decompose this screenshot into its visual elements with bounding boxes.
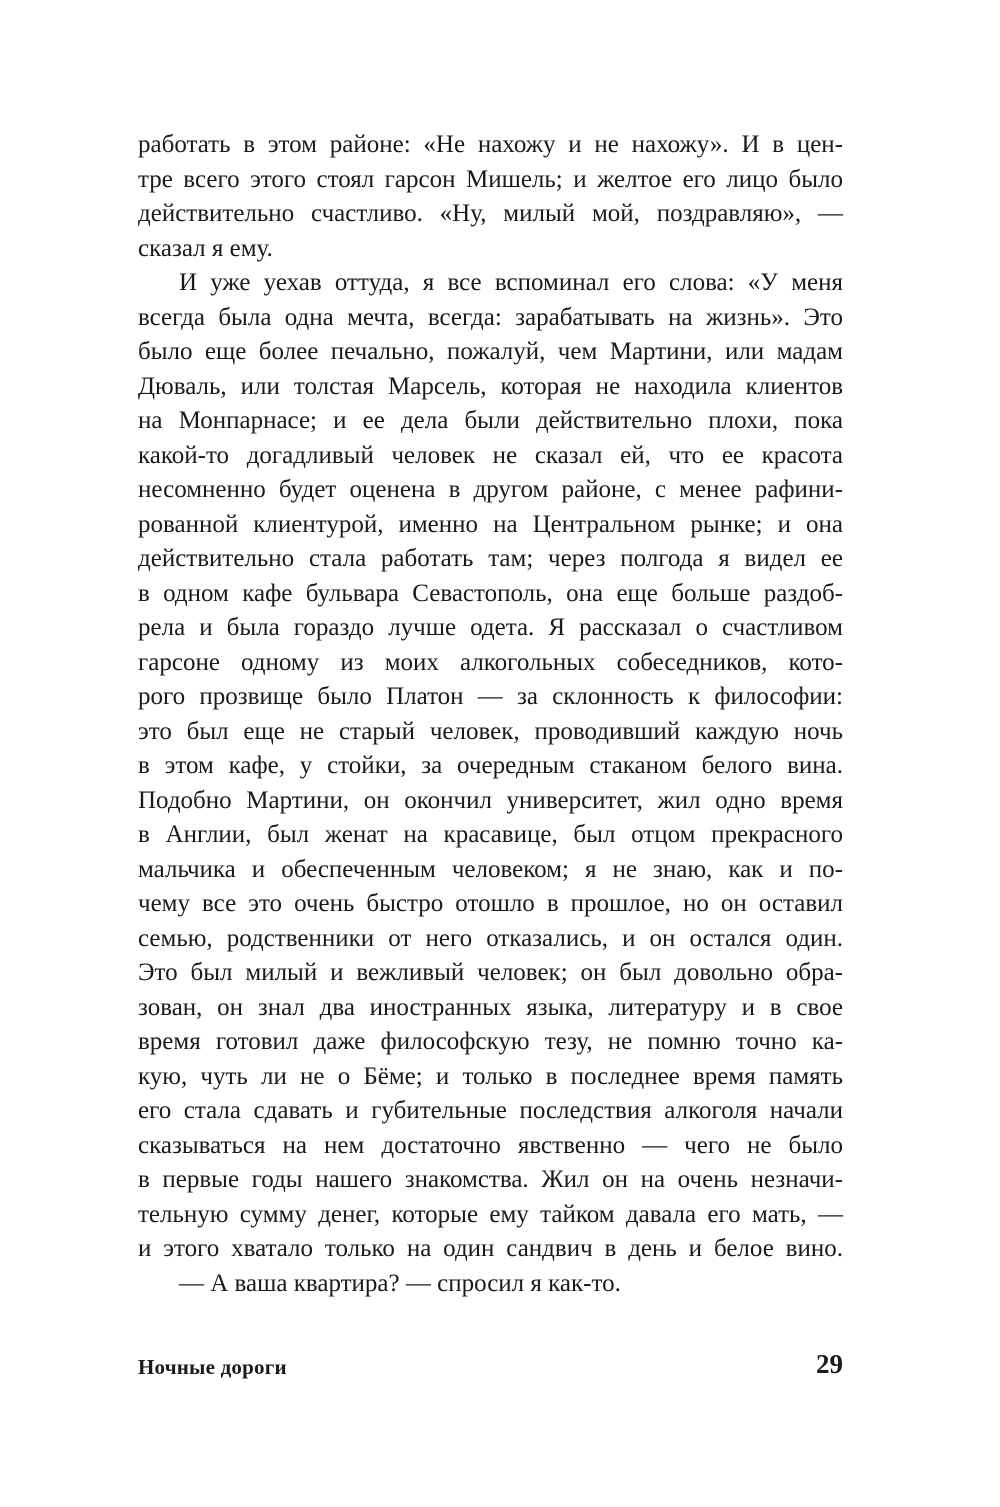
- text-line: всегда была одна мечта, всегда: зарабатывать на жизнь». Это: [138, 303, 843, 331]
- text-line: на Монпарнасе; и ее дела были действительно плохи, пока: [138, 407, 843, 434]
- text-line: действительно счастливо. «Ну, милый мой, поздравляю», —: [138, 200, 843, 227]
- text-line: чему все это очень быстро отошло в прошлое, но он оставил: [138, 890, 843, 917]
- text-line: в одном кафе бульвара Севастополь, она еще больше раздоб-: [138, 579, 843, 607]
- page-body: [138, 128, 843, 1301]
- paragraph-start-line: И уже уехав оттуда, я все вспоминал его слова: «У меня: [179, 269, 843, 296]
- page-footer: [138, 1349, 843, 1389]
- text-line: гарсоне одному из моих алкогольных собеседников, кото-: [138, 648, 843, 676]
- text-line: тре всего этого стоял гарсон Мишель; и желтое его лицо было: [138, 165, 843, 193]
- text-line: в этом кафе, у стойки, за очередным стаканом белого вина.: [138, 752, 843, 779]
- text-line: зован, он знал два иностранных языка, литературу и в свое: [138, 993, 843, 1021]
- text-line: несомненно будет оценена в другом районе, с менее рафини-: [138, 476, 843, 503]
- text-line: Дюваль, или толстая Марсель, которая не находила клиентов: [138, 372, 843, 400]
- text-line: рованной клиентурой, именно на Центральном рынке; и она: [138, 510, 843, 538]
- text-line: это был еще не старый человек, проводивший каждую ночь: [138, 717, 843, 745]
- text-line: какой-то догадливый человек не сказал ей, что ее красота: [138, 441, 843, 469]
- text-line: рела и была гораздо лучше одета. Я рассказал о счастливом: [138, 614, 843, 641]
- running-title: Ночные дороги: [138, 1355, 287, 1379]
- text-line: время готовил даже философскую тезу, не помню точно ка-: [138, 1028, 843, 1055]
- text-line: семью, родственники от него отказались, и он остался один.: [138, 924, 843, 952]
- text-line: и этого хватало только на один сандвич в день и белое вино.: [138, 1235, 843, 1262]
- text-line: сказал я ему.: [138, 234, 273, 262]
- dialogue-line: — А ваша квартира? — спросил я как-то.: [179, 1269, 621, 1297]
- text-line: было еще более печально, пожалуй, чем Мартини, или мадам: [138, 338, 843, 365]
- text-line: в Англии, был женат на красавице, был отцом прекрасного: [138, 821, 843, 848]
- text-line: Это был милый и вежливый человек; он был довольно обра-: [138, 959, 843, 986]
- text-line: работать в этом районе: «Не нахожу и не нахожу». И в цен-: [138, 131, 843, 158]
- text-line: мальчика и обеспеченным человеком; я не знаю, как и по-: [138, 855, 843, 883]
- text-line: тельную сумму денег, которые ему тайком давала его мать, —: [138, 1200, 843, 1228]
- text-line: Подобно Мартини, он окончил университет, жил одно время: [138, 786, 843, 814]
- text-line: действительно стала работать там; через полгода я видел ее: [138, 545, 843, 572]
- text-line: его стала сдавать и губительные последствия алкоголя начали: [138, 1097, 843, 1124]
- text-line: кую, чуть ли не о Бёме; и только в последнее время память: [138, 1062, 843, 1090]
- text-line: сказываться на нем достаточно явственно — чего не было: [138, 1131, 843, 1159]
- text-line: рого прозвище было Платон — за склонность к философии:: [138, 683, 843, 710]
- text-line: в первые годы нашего знакомства. Жил он на очень незначи-: [138, 1166, 843, 1193]
- page-number: 29: [816, 1349, 843, 1379]
